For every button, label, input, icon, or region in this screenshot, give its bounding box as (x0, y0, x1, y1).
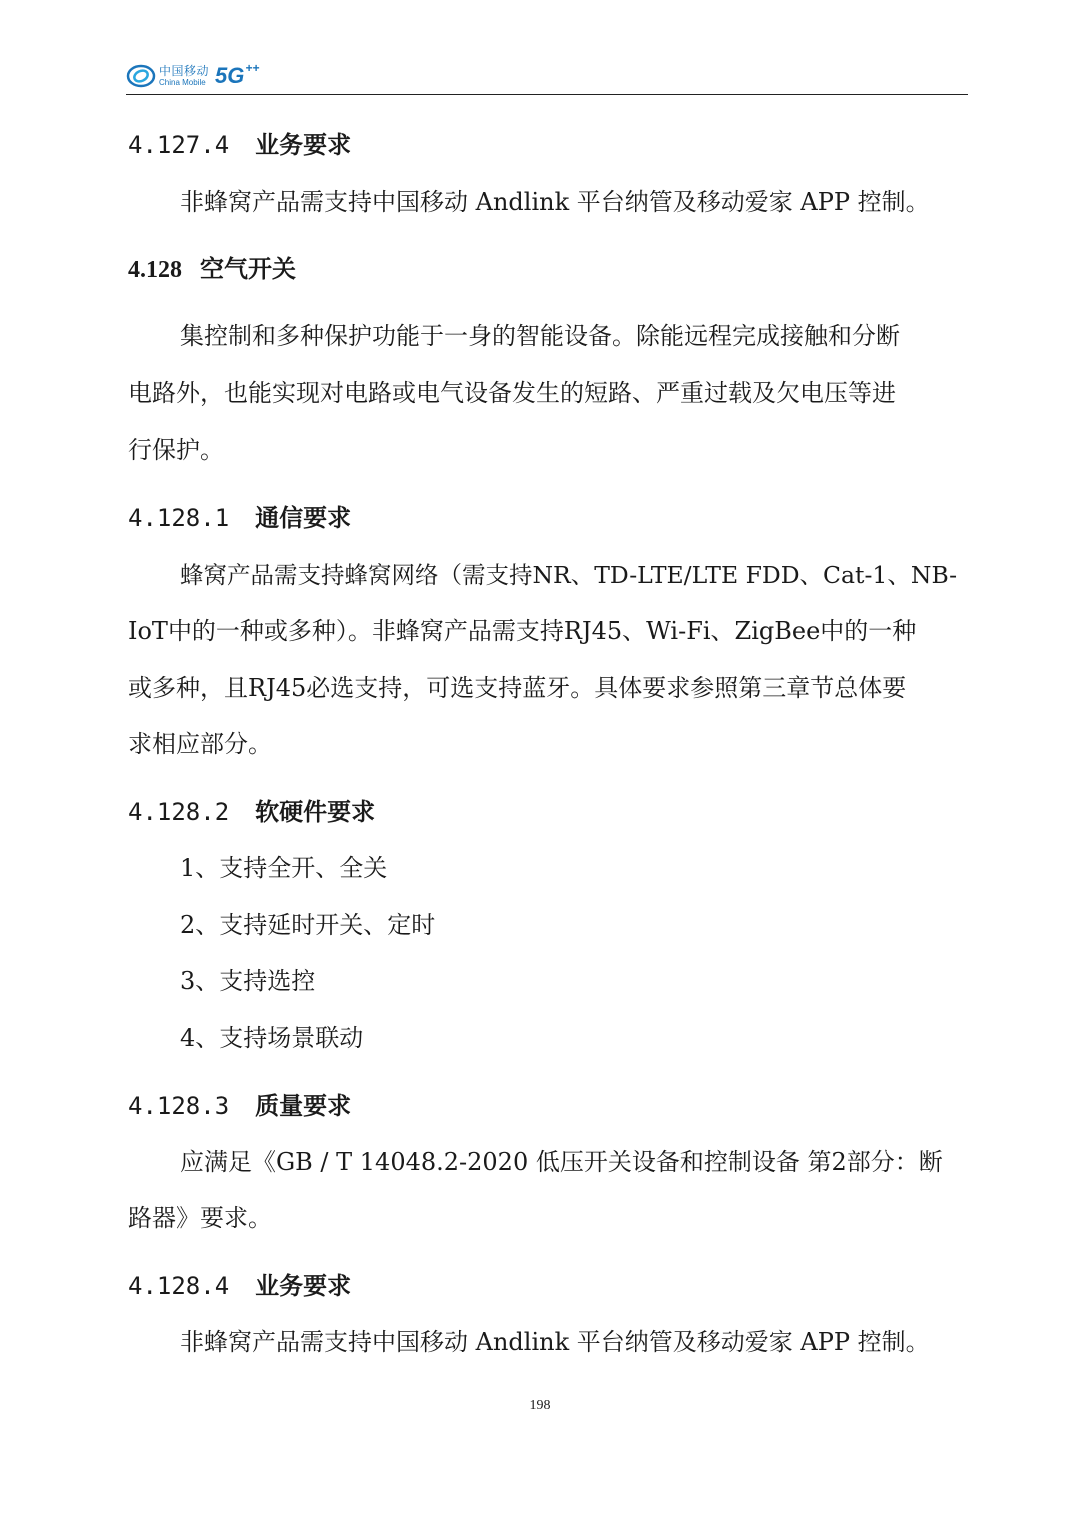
paragraph-line: 应满足《GB / T 14048.2-2020 低压开关设备和控制设备 第2部分：断 (180, 1148, 943, 1176)
section-title: 质量要求 (255, 1092, 352, 1120)
section-number: 4.128.1 (128, 504, 230, 532)
paragraph-line: 或多种，且RJ45必选支持，可选支持蓝牙。具体要求参照第三章节总体要 (128, 674, 907, 702)
section-heading-4-127-4 (128, 130, 351, 160)
header-divider (126, 94, 968, 95)
section-number: 4.127.4 (128, 131, 230, 159)
paragraph-line: IoT中的一种或多种）。非蜂窝产品需支持RJ45、Wi-Fi、ZigBee中的一种 (128, 617, 917, 645)
section-title: 软硬件要求 (255, 798, 376, 826)
section-heading-4-128-1 (128, 503, 351, 533)
section-number: 4.128.4 (128, 1272, 230, 1300)
section-title: 业务要求 (255, 131, 352, 159)
section-number: 4.128.3 (128, 1092, 230, 1120)
section-heading-4-128-3 (128, 1091, 351, 1121)
page-number: 198 (529, 1398, 551, 1413)
logo-5g-plus: ++ (245, 61, 260, 75)
china-mobile-logo-icon (126, 61, 156, 91)
paragraph-line: 非蜂窝产品需支持中国移动 Andlink 平台纳管及移动爱家 APP 控制。 (180, 1328, 930, 1356)
paragraph-line: 非蜂窝产品需支持中国移动 Andlink 平台纳管及移动爱家 APP 控制。 (180, 188, 930, 216)
paragraph-line: 集控制和多种保护功能于一身的智能设备。除能远程完成接触和分断 (180, 322, 900, 350)
list-item: 2、支持延时开关、定时 (180, 911, 436, 939)
china-mobile-logo (126, 58, 259, 94)
list-item: 3、支持选控 (180, 967, 316, 995)
section-number: 4.128 (128, 257, 182, 283)
section-title: 通信要求 (255, 504, 352, 532)
section-number: 4.128.2 (128, 798, 230, 826)
paragraph-line: 蜂窝产品需支持蜂窝网络（需支持NR、TD-LTE/LTE FDD、Cat-1、NB- (180, 561, 958, 589)
paragraph-line: 行保护。 (128, 436, 224, 464)
logo-5g-text: 5G (215, 63, 245, 88)
paragraph-line: 路器》要求。 (128, 1204, 272, 1232)
section-heading-4-128-4 (128, 1271, 351, 1301)
section-title: 业务要求 (255, 1272, 352, 1300)
section-title: 空气开关 (200, 255, 296, 283)
section-heading-4-128-2 (128, 797, 375, 827)
logo-chinese-text: 中国移动 (159, 64, 210, 78)
paragraph-line: 电路外，也能实现对电路或电气设备发生的短路、严重过载及欠电压等进 (128, 379, 896, 407)
list-item: 1、支持全开、全关 (180, 854, 388, 882)
logo-5g-mark (215, 63, 259, 89)
logo-english-text: China Mobile (159, 78, 206, 87)
page-header (126, 58, 968, 98)
list-item: 4、支持场景联动 (180, 1024, 364, 1052)
paragraph-line: 求相应部分。 (128, 730, 272, 758)
section-heading-4-128 (128, 254, 296, 285)
